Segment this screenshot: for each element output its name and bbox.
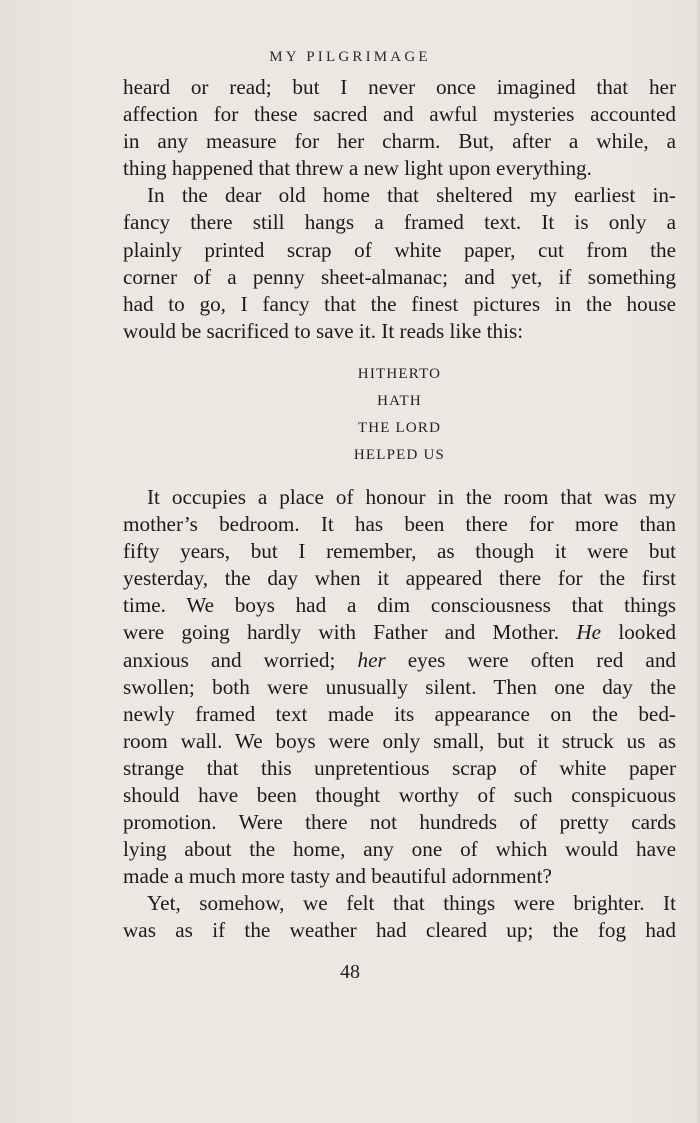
- motto-line: HATH: [377, 392, 422, 409]
- page-number: 48: [340, 961, 360, 983]
- italic-word-he: He: [576, 620, 602, 645]
- paragraph-1: [123, 74, 676, 182]
- text-line: [123, 647, 676, 674]
- text-line: [123, 619, 676, 646]
- text-line: plainly printed scrap of white paper, cut from the: [123, 237, 676, 262]
- text-line: Yet, somehow, we felt that things were brighter. It: [147, 891, 676, 916]
- italic-word-her: her: [357, 647, 386, 672]
- text-fragment: anxious and worried;: [123, 647, 358, 672]
- text-line: heard or read; but I never once imagined that her: [123, 75, 676, 99]
- text-line: should have been thought worthy of such conspicuous: [123, 782, 676, 807]
- paragraph-2: [123, 182, 676, 345]
- text-line: had to go, I fancy that the finest pictures in the house: [123, 291, 676, 316]
- paragraph-4: [123, 890, 676, 944]
- framed-text-motto: [123, 361, 676, 469]
- motto-line: THE LORD: [357, 419, 442, 436]
- text-line: made a much more tasty and beautiful adornment?: [123, 864, 552, 889]
- text-line: would be sacrificed to save it. It reads like this:: [123, 318, 524, 343]
- text-fragment: were going hardly with Father and Mother.: [123, 620, 577, 645]
- text-line: time. We boys had a dim consciousness that things: [123, 593, 676, 618]
- text-line: corner of a penny sheet-almanac; and yet, if something: [123, 264, 676, 289]
- running-head: MY PILGRIMAGE: [269, 49, 431, 65]
- paragraph-3: [123, 484, 676, 890]
- text-line: affection for these sacred and awful mysteries accounted: [123, 102, 676, 127]
- text-line: strange that this unpretentious scrap of white paper: [123, 755, 676, 780]
- text-line: was as if the weather had cleared up; the fog had: [123, 918, 676, 943]
- motto-line: HITHERTO: [357, 365, 442, 382]
- text-line: It occupies a place of honour in the room that was my: [147, 484, 676, 509]
- text-line: in any measure for her charm. But, after a while, a: [123, 129, 676, 154]
- motto-line: HELPED US: [353, 446, 446, 463]
- body-text: [123, 74, 676, 945]
- text-line: newly framed text made its appearance on the bed-: [123, 701, 676, 726]
- text-fragment: looked: [601, 620, 676, 645]
- text-line: mother’s bedroom. It has been there for more than: [123, 512, 676, 537]
- text-line: thing happened that threw a new light upon everything.: [123, 156, 592, 181]
- text-line: swollen; both were unusually silent. Then one day the: [123, 674, 676, 699]
- text-line: lying about the home, any one of which would have: [123, 837, 676, 862]
- text-line: In the dear old home that sheltered my earliest in-: [147, 183, 676, 208]
- text-line: fancy there still hangs a framed text. It is only a: [123, 210, 676, 235]
- text-line: promotion. Were there not hundreds of pretty cards: [123, 810, 676, 835]
- text-line: room wall. We boys were only small, but it struck us as: [123, 728, 676, 753]
- text-fragment: eyes were often red and: [385, 647, 677, 672]
- text-line: fifty years, but I remember, as though it were but: [123, 539, 676, 564]
- text-line: yesterday, the day when it appeared there for the first: [123, 566, 676, 591]
